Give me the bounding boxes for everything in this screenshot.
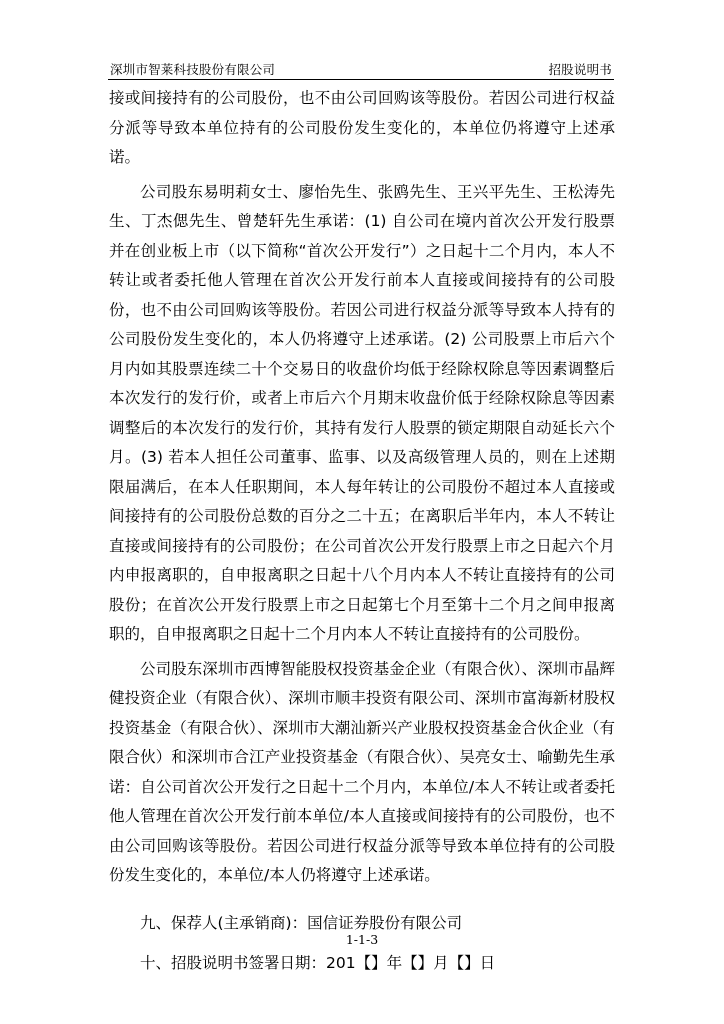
section-signing-date: 十、招股说明书签署日期：201【】年【】月【】日 [140, 954, 496, 972]
header-company-name: 深圳市智莱科技股份有限公司 [110, 62, 276, 77]
paragraph-institutional-shareholders-commitment: 公司股东深圳市西博智能股权投资基金企业（有限合伙）、深圳市晶辉健投资企业（有限合伙）、深圳市顺丰投资有限公司、深圳市富海新材股权投资基金（有限合伙）、深圳市大潮汕新兴产业股权投资基金合伙企业（有限合伙）和深圳市合江产业投资基金（有限合伙）、吴亮女士、喻勤先生承诺：自公司首次公开发行之日起十二个月内，本单位/本人不转让或者委托他人管理在首次公开发行前本单位/本人直接或间接持有的公司股份，也不由公司回购该等股份。若因公司进行权益分派等导致本单位持有的公司股份发生变化的，本单位/本人仍将遵守上述承诺。 [109, 659, 615, 884]
page-number: 1-1-3 [345, 932, 379, 947]
section-sponsor: 九、保荐人(主承销商)：国信证券股份有限公司 [140, 913, 463, 932]
paragraph-individual-shareholders-commitment: 公司股东易明莉女士、廖怡先生、张鸥先生、王兴平先生、王松涛先生、丁杰偲先生、曾楚轩先生承诺：(1) 自公司在境内首次公开发行股票并在创业板上市（以下简称“首次公开发行”）之日起十二个月内，本人不转让或者委托他人管理在首次公开发行前本人直接或间接持有的公司股份，也不由公司回购该等股份。若因公司进行权益分派等导致本人持有的公司股份发生变化的，本人仍将遵守上述承诺。(2) 公司股票上市后六个月内如其股票连续二十个交易日的收盘价均低于经除权除息等因素调整后本次发行的发行价，或者上市后六个月期末收盘价低于经除权除息等因素调整后的本次发行的发行价，其持有发行人股票的锁定期限自动延长六个月。(3) 若本人担任公司董事、监事、以及高级管理人员的，则在上述期限届满后，在本人任职期间，本人每年转让的公司股份不超过本人直接或间接持有的公司股份总数的百分之二十五；在离职后半年内，本人不转让直接或间接持有的公司股份；在公司首次公开发行股票上市之日起六个月内申报离职的，自申报离职之日起十八个月内本人不转让直接持有的公司股份；在首次公开发行股票上市之日起第七个月至第十二个月之间申报离职的，自申报离职之日起十二个月内本人不转让直接持有的公司股份。 [109, 182, 615, 643]
page-header [108, 57, 614, 80]
paragraph-continuation: 接或间接持有的公司股份，也不由公司回购该等股份。若因公司进行权益分派等导致本单位持有的公司股份发生变化的，本单位仍将遵守上述承诺。 [109, 89, 615, 166]
document-body [109, 84, 615, 979]
header-document-type: 招股说明书 [548, 62, 612, 77]
